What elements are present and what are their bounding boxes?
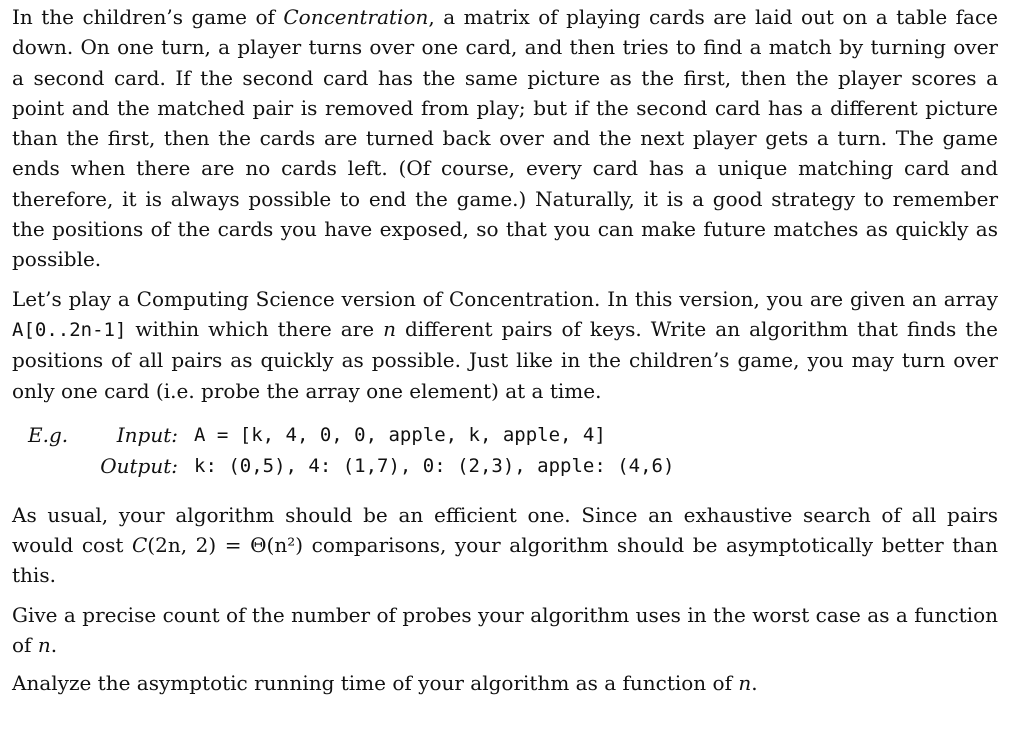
input-label: Input:: [116, 422, 178, 447]
text: As usual, your algorithm should be an efficient one. Since an exhaustive search of all pairs would cost: [12, 502, 998, 558]
text: within which there are: [126, 316, 384, 341]
input-value: A = [k, 4, 0, 0, apple, k, apple, 4]: [194, 423, 606, 446]
document: [12, 2, 998, 699]
array-code: A[0..2n-1]: [12, 318, 127, 341]
complexity-expression: (2n, 2) = Θ(n²): [147, 533, 304, 558]
paragraph-problem-statement: [12, 284, 998, 406]
variable-n: n: [383, 316, 396, 341]
text: Let’s play a Computing Science version of Concentration. In this version, you are given an array: [12, 286, 998, 311]
paragraph-probe-count: [12, 600, 998, 661]
combination-symbol: C: [131, 533, 148, 558]
text: Analyze the asymptotic running time of your algorithm as a function of: [12, 671, 739, 696]
text: Give a precise count of the number of probes your algorithm uses in the worst case as a function of: [12, 602, 998, 658]
text: different pairs of keys. Write an algorithm that finds the positions of all pairs as quickly as possible. Just like in the children’s game, you may turn over only one card (i.e. probe the array one element) at a time.: [12, 316, 998, 403]
example-label: E.g.: [28, 422, 69, 447]
variable-n: n: [738, 671, 752, 696]
variable-n: n: [37, 633, 51, 658]
game-name: Concentration: [283, 5, 429, 29]
text: In the children’s game of: [12, 5, 284, 29]
text: .: [751, 671, 758, 696]
paragraph-game-description: [12, 2, 998, 275]
text: .: [50, 633, 58, 658]
example-block: [28, 420, 998, 482]
output-value: k: (0,5), 4: (1,7), 0: (2,3), apple: (4,6): [194, 454, 675, 477]
text: , a matrix of playing cards are laid out on a table face down. On one turn, a player turns over one card, and then tries to find a match by turning over a second card. If the second card has the same picture as the first, then the player scores a point and the matched pair is removed from play; but if the second card has a different picture than the first, then the cards are turned back over and the next player gets a turn. The game ends when there are no cards left. (Of course, every card has a unique matching card and therefore, it is always possible to end the game.) Naturally, it is a good strategy to remember the positions of the cards you have exposed, so that you can make future matches as quickly as possible.: [12, 5, 998, 272]
output-label: Output:: [100, 453, 178, 478]
paragraph-efficiency: [12, 500, 998, 591]
text: comparisons, your algorithm should be asymptotically better than this.: [12, 533, 999, 588]
paragraph-running-time: [12, 668, 998, 698]
